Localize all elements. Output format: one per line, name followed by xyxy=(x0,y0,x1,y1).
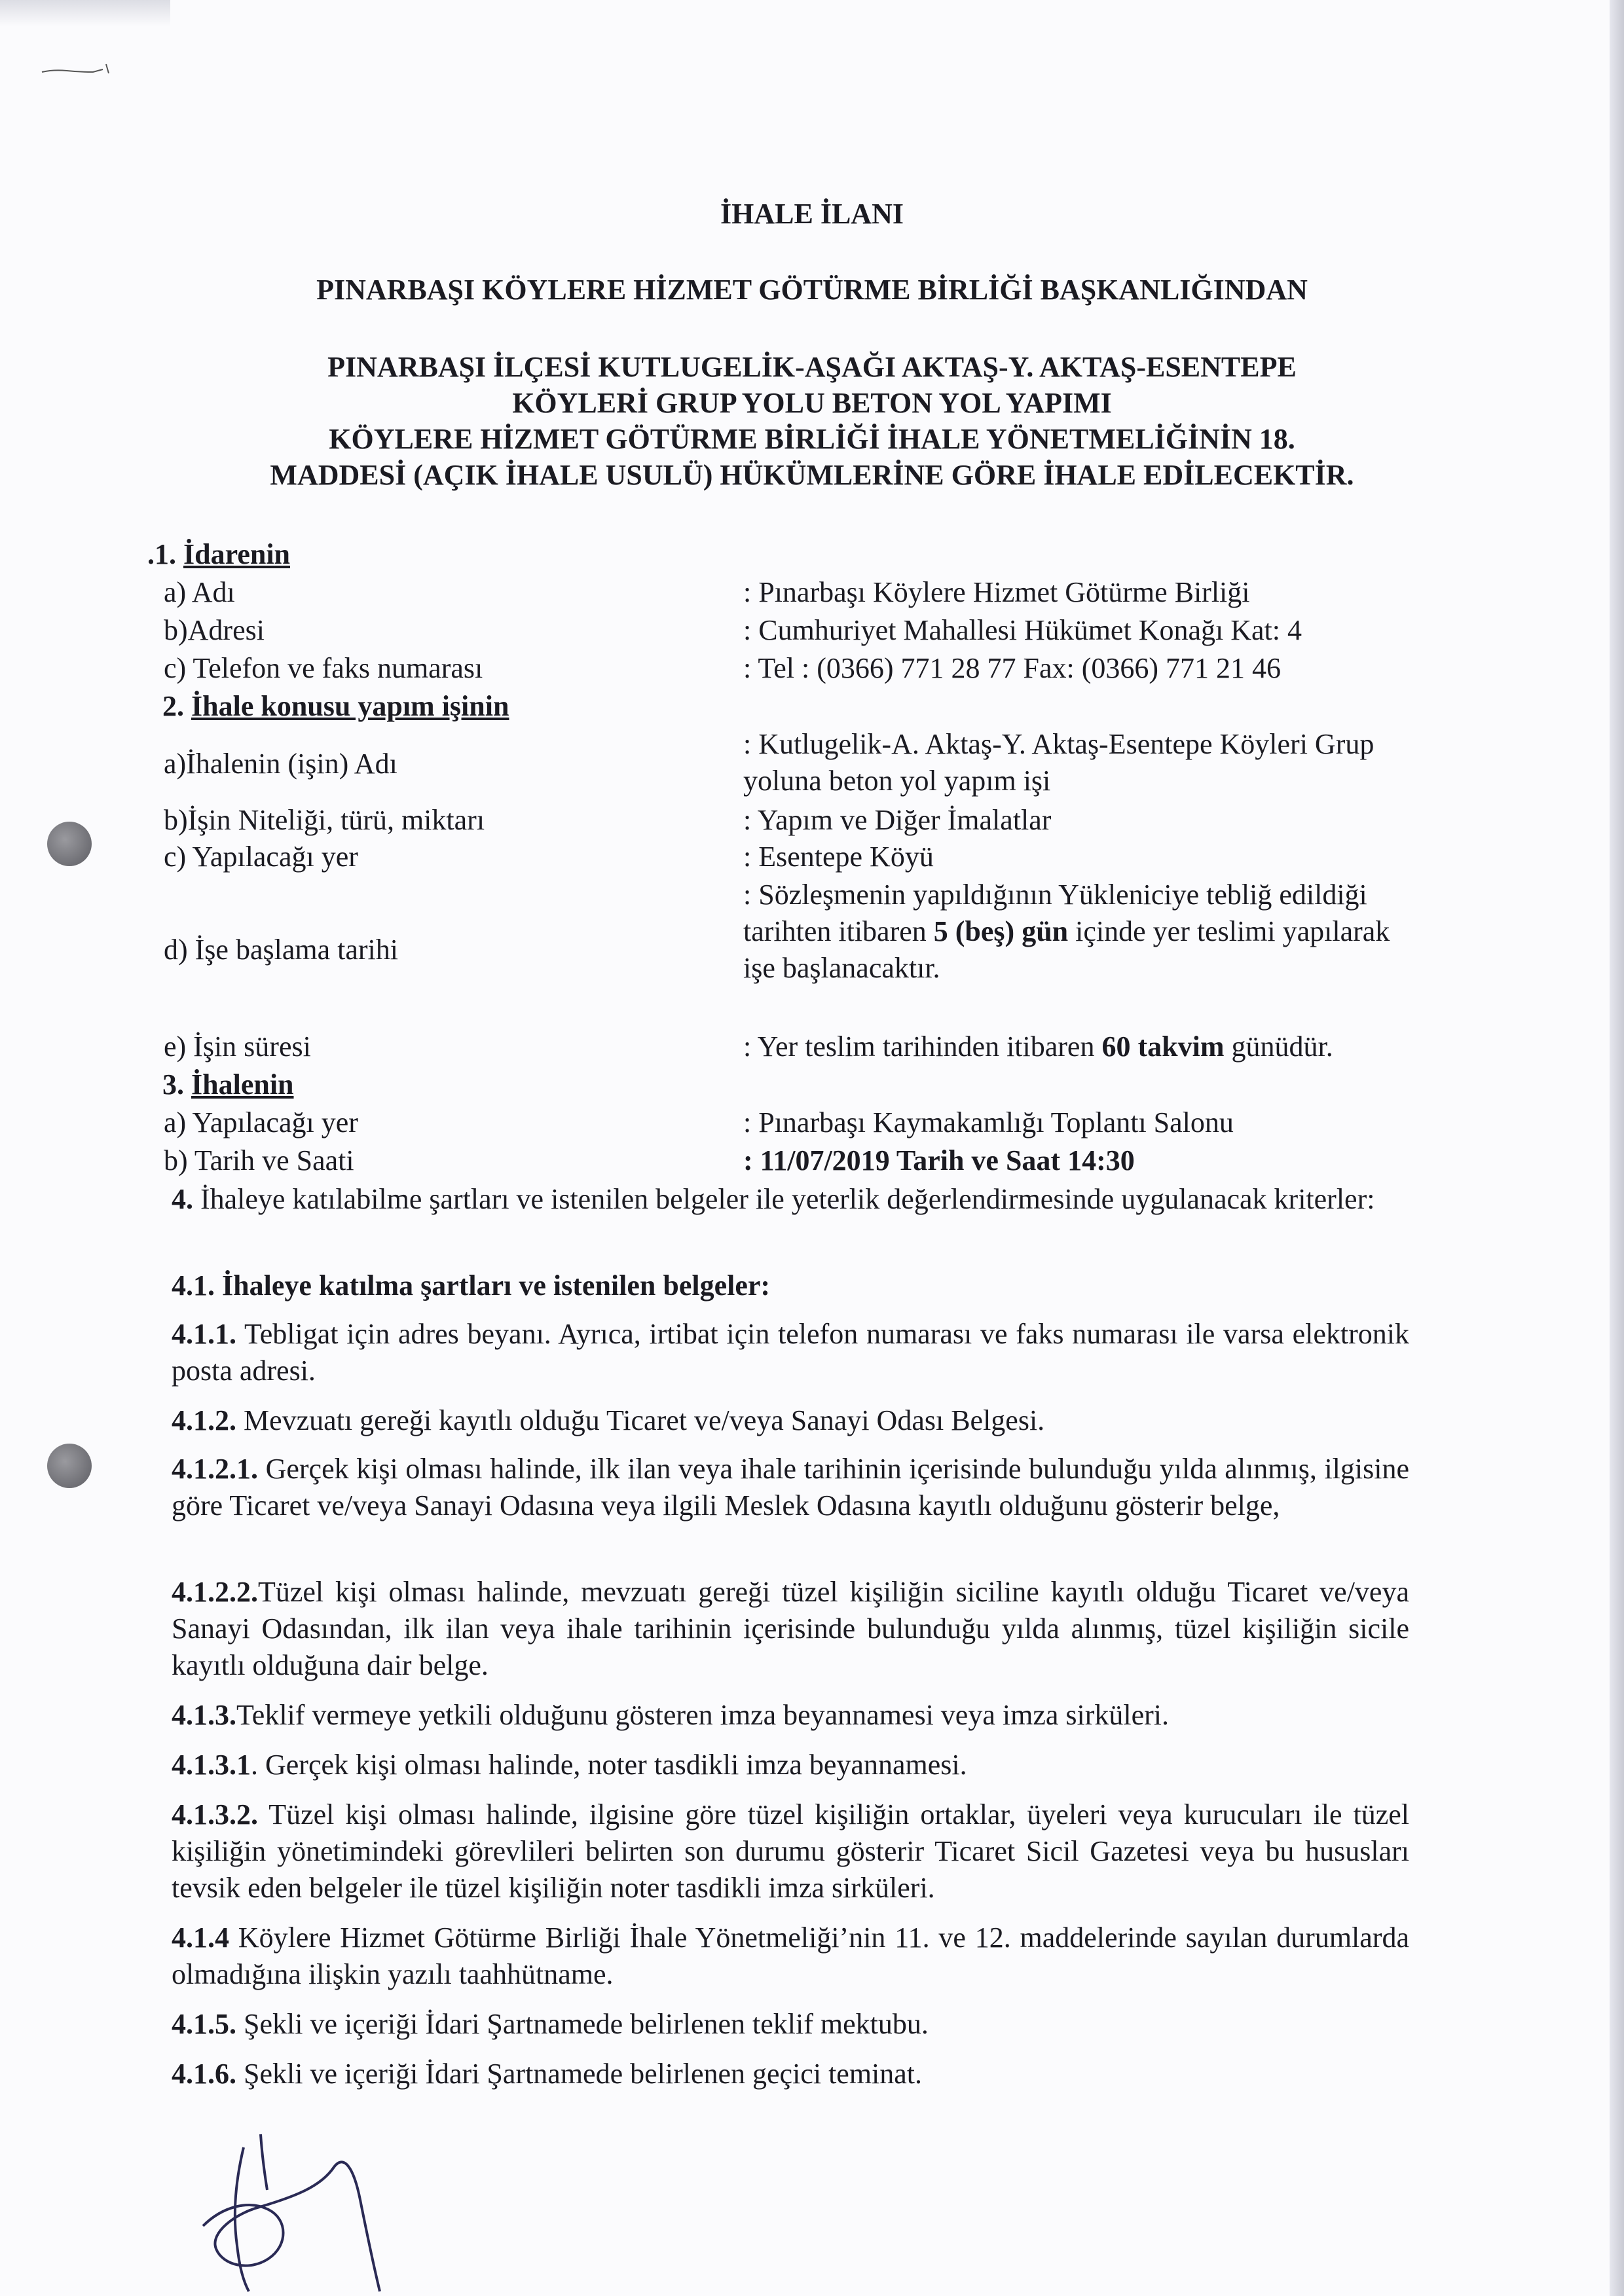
section-2-heading xyxy=(162,689,509,724)
item-number: 4.1.3.2. xyxy=(172,1798,258,1831)
item-text: . Gerçek kişi olması halinde, noter tasdikli imza beyannamesi. xyxy=(251,1749,967,1781)
row-value: : Kutlugelik-A. Aktaş-Y. Aktaş-Esentepe Köyleri Grup xyxy=(743,728,1375,760)
row-value: : 11/07/2019 Tarih ve Saat 14:30 xyxy=(743,1144,1135,1176)
scan-mark xyxy=(41,63,113,76)
subject-line: KÖYLERİ GRUP YOLU BETON YOL YAPIMI xyxy=(512,387,1112,419)
list-item xyxy=(172,2056,1409,2092)
list-item xyxy=(172,1796,1409,1906)
sub-heading: 4.1. İhaleye katılma şartları ve istenilen belgeler: xyxy=(172,1269,771,1302)
section-heading-text: İdarenin xyxy=(183,538,291,570)
row-value: : Pınarbaşı Kaymakamlığı Toplantı Salonu xyxy=(743,1106,1234,1139)
item-text: Tüzel kişi olması halinde, mevzuatı gereği tüzel kişiliğin siciline kayıtlı olduğu Ticaret ve/veya Sanayi Odasından, ilk ilan veya ihale tarihinin içerisinde bulunduğu yılda alınmış, tüzel kişiliğin sicile kayıtlı olduğuna dair belge. xyxy=(172,1576,1409,1681)
row-label: a) Adı xyxy=(164,576,235,608)
list-item xyxy=(172,1402,1409,1439)
bold-run: 60 takvim xyxy=(1101,1030,1225,1063)
punch-hole xyxy=(47,1444,92,1488)
section-1-heading xyxy=(147,537,290,572)
item-number: 4.1.2.2. xyxy=(172,1576,258,1608)
item-number: 4.1.2. xyxy=(172,1404,236,1436)
row-value: : Tel : (0366) 771 28 77 Fax: (0366) 771 21 46 xyxy=(743,652,1282,684)
list-item xyxy=(172,2006,1409,2043)
subject-line: MADDESİ (AÇIK İHALE USULÜ) HÜKÜMLERİNE GÖRE İHALE EDİLECEKTİR. xyxy=(270,459,1354,491)
list-item xyxy=(172,1920,1409,1993)
item-text: Şekli ve içeriği İdari Şartnamede belirlenen teklif mektubu. xyxy=(236,2008,929,2040)
subject-line: PINARBAŞI İLÇESİ KUTLUGELİK-AŞAĞI AKTAŞ-Y. AKTAŞ-ESENTEPE xyxy=(327,351,1297,383)
section-number: .1. xyxy=(147,538,183,570)
row-value: : Esentepe Köyü xyxy=(743,841,934,873)
row-label: b)İşin Niteliği, türü, miktarı xyxy=(164,804,485,836)
item-text: Köylere Hizmet Götürme Birliği İhale Yönetmeliği’nin 11. ve 12. maddelerinde sayılan durumlarda olmadığına ilişkin yazılı taahhütname. xyxy=(172,1922,1409,1990)
item-text: Teklif vermeye yetkili olduğunu gösteren imza beyannamesi veya imza sirküleri. xyxy=(236,1699,1170,1731)
item-text: Şekli ve içeriği İdari Şartnamede belirlenen geçici teminat. xyxy=(236,2058,923,2090)
notice-title: İHALE İLANI xyxy=(720,198,904,230)
item-text: Tebligat için adres beyanı. Ayrıca, irtibat için telefon numarası ve faks numarası ile varsa elektronik posta adresi. xyxy=(172,1318,1409,1387)
row-label: a)İhalenin (işin) Adı xyxy=(164,748,397,780)
text-run: tarihten itibaren xyxy=(743,915,934,947)
bold-run: 5 (beş) gün xyxy=(933,915,1069,947)
item-text: Mevzuatı gereği kayıtlı olduğu Ticaret ve/veya Sanayi Odası Belgesi. xyxy=(236,1404,1045,1436)
item-text: Gerçek kişi olması halinde, ilk ilan veya ihale tarihinin içerisinde bulunduğu yılda alınmış, ilgisine göre Ticaret ve/veya Sanayi Odasına veya ilgili Meslek Odasına kayıtlı olduğunu gösterir belge, xyxy=(172,1453,1409,1522)
row-value-continued: işe başlanacaktır. xyxy=(743,952,940,984)
row-label: b)Adresi xyxy=(164,614,265,646)
issuer-heading: PINARBAŞI KÖYLERE HİZMET GÖTÜRME BİRLİĞİ BAŞKANLIĞINDAN xyxy=(316,274,1308,306)
page-corner-shadow xyxy=(0,0,170,26)
row-label: d) İşe başlama tarihi xyxy=(164,934,398,966)
subject-line: KÖYLERE HİZMET GÖTÜRME BİRLİĞİ İHALE YÖNETMELİĞİNİN 18. xyxy=(329,423,1295,455)
item-text: Tüzel kişi olması halinde, ilgisine göre tüzel kişiliğin ortaklar, üyeleri veya kurucuları ile tüzel kişiliğin yönetimindeki görevlileri belirten son durumu gösterir Ticaret Sicil Gazetesi veya bu hususları tevsik eden belgeler ile tüzel kişiliğin noter tasdikli imza sirküleri. xyxy=(172,1798,1409,1904)
list-item xyxy=(172,1451,1409,1524)
text-run: içinde yer teslimi yapılarak xyxy=(1068,915,1390,947)
row-label: c) Yapılacağı yer xyxy=(164,841,358,873)
row-label: c) Telefon ve faks numarası xyxy=(164,652,483,684)
list-item xyxy=(172,1316,1409,1389)
row-value: : Pınarbaşı Köylere Hizmet Götürme Birliği xyxy=(743,576,1250,608)
punch-hole xyxy=(47,822,92,866)
section-number: 2. xyxy=(162,690,191,722)
item-number: 4.1.5. xyxy=(172,2008,236,2040)
list-item xyxy=(172,1574,1409,1684)
item-number: 4.1.3.1 xyxy=(172,1749,251,1781)
row-label: b) Tarih ve Saati xyxy=(164,1144,354,1176)
item-number: 4.1.6. xyxy=(172,2058,236,2090)
section-number: 3. xyxy=(162,1068,191,1101)
item-number: 4.1.2.1. xyxy=(172,1453,258,1485)
row-value-continued xyxy=(743,914,1390,949)
row-value: : Sözleşmenin yapıldığının Yükleniciye tebliğ edildiği xyxy=(743,879,1367,911)
section-heading-text: İhale konusu yapım işinin xyxy=(191,690,509,722)
row-value: : Yapım ve Diğer İmalatlar xyxy=(743,804,1052,836)
item-number: 4.1.1. xyxy=(172,1318,236,1350)
item-number: 4.1.3. xyxy=(172,1699,236,1731)
row-value: : Cumhuriyet Mahallesi Hükümet Konağı Kat: 4 xyxy=(743,614,1302,646)
section-4-intro xyxy=(172,1181,1409,1218)
section-3-heading xyxy=(162,1067,294,1102)
text-run: : Yer teslim tarihinden itibaren xyxy=(743,1030,1102,1063)
row-value xyxy=(743,1029,1333,1065)
page-edge-shadow xyxy=(1610,0,1624,2296)
section-heading-text: İhalenin xyxy=(191,1068,294,1101)
item-text: İhaleye katılabilme şartları ve istenilen belgeler ile yeterlik değerlendirmesinde uygulanacak kriterler: xyxy=(193,1183,1375,1215)
signature-mark xyxy=(196,2128,393,2296)
text-run: günüdür. xyxy=(1224,1030,1333,1063)
item-number: 4.1.4 xyxy=(172,1922,229,1954)
item-number: 4. xyxy=(172,1183,193,1215)
list-item xyxy=(172,1697,1409,1734)
list-item xyxy=(172,1747,1409,1783)
row-label: a) Yapılacağı yer xyxy=(164,1106,358,1139)
row-label: e) İşin süresi xyxy=(164,1030,311,1063)
row-value-continued: yoluna beton yol yapım işi xyxy=(743,765,1051,797)
